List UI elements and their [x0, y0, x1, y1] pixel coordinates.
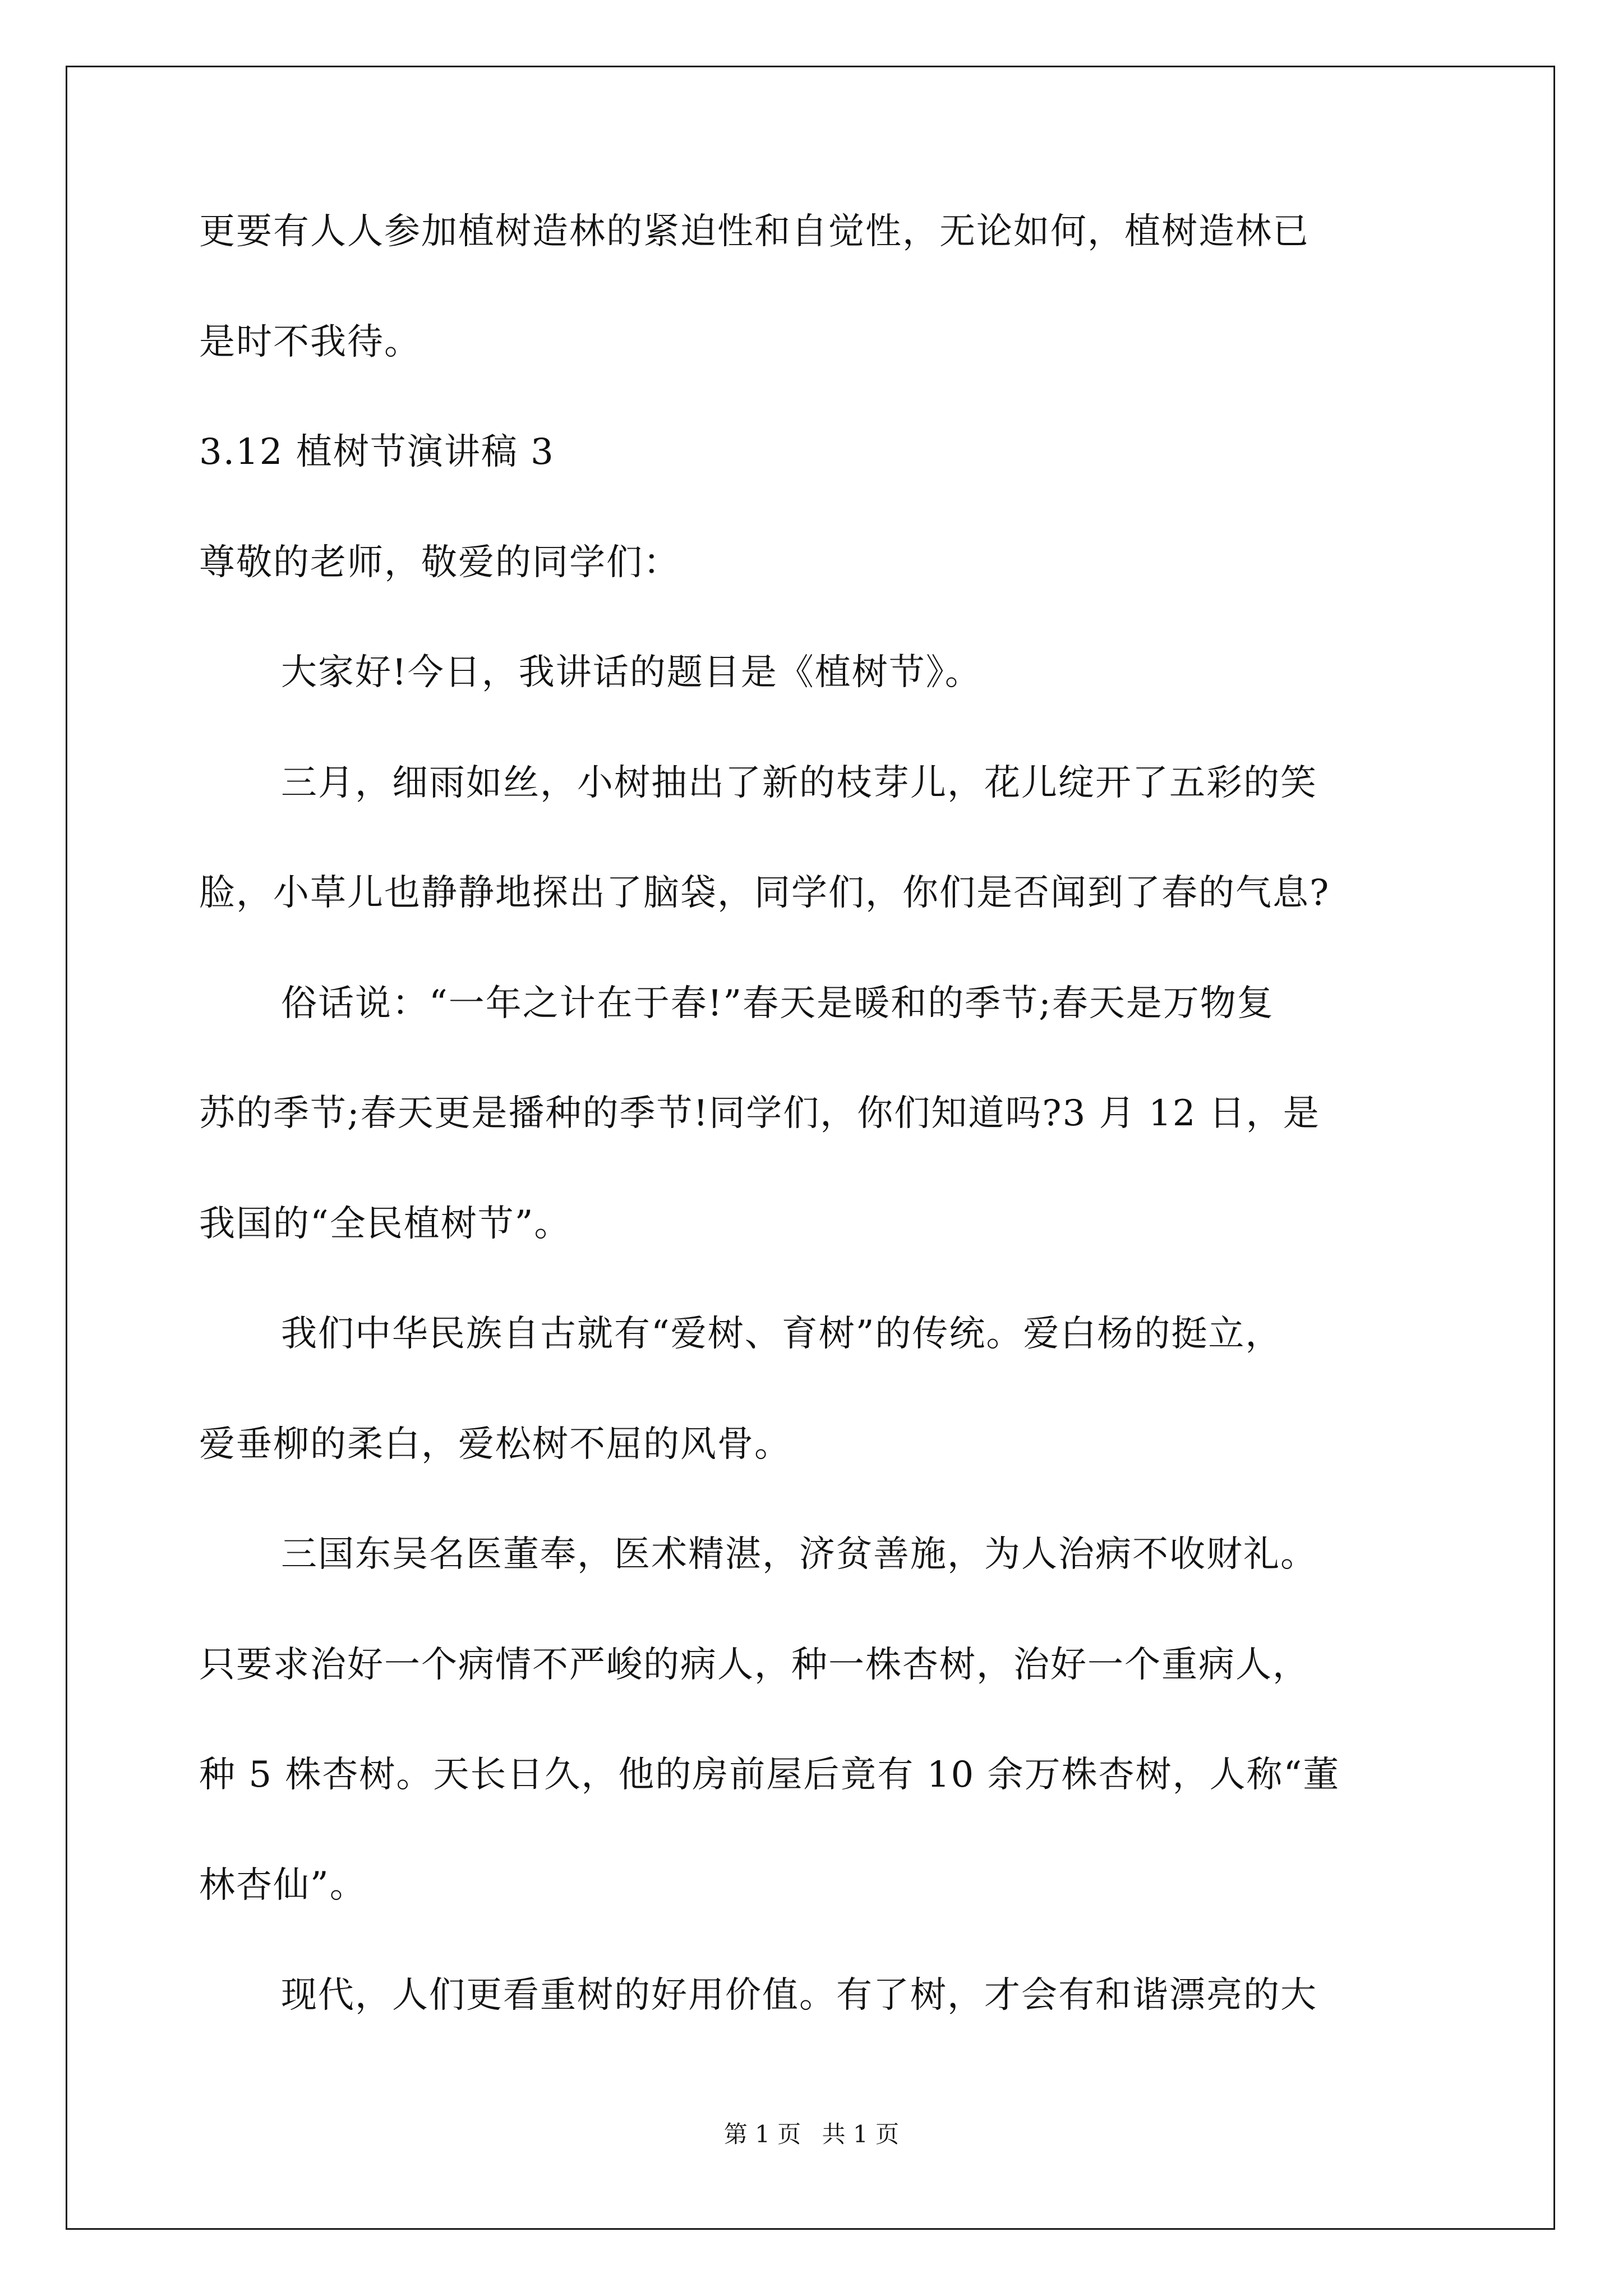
text-line: 3.12 植树节演讲稿 3: [199, 431, 555, 473]
text-line: 三国东吴名医董奉，医术精湛，济贫善施，为人治病不收财礼。: [281, 1534, 1317, 1575]
text-line: 爱垂柳的柔白，爱松树不屈的风骨。: [199, 1424, 791, 1465]
text-line: 现代，人们更看重树的好用价值。有了树，才会有和谐漂亮的大: [281, 1975, 1317, 2016]
text-line: 我国的“全民植树节”。: [199, 1203, 571, 1245]
text-line: 是时不我待。: [199, 321, 421, 363]
text-line: 尊敬的老师，敬爱的同学们：: [199, 542, 680, 583]
text-line: 脸，小草儿也静静地探出了脑袋，同学们，你们是否闻到了春的气息?: [199, 872, 1330, 914]
text-line: 大家好!今日，我讲话的题目是《植树节》。: [281, 652, 982, 693]
text-line: 我们中华民族自古就有“爱树、育树”的传统。爱白杨的挺立，: [281, 1313, 1283, 1355]
text-line: 三月，细雨如丝，小树抽出了新的枝芽儿，花儿绽开了五彩的笑: [281, 762, 1317, 804]
text-line: 林杏仙”。: [199, 1865, 367, 1906]
text-line: 只要求治好一个病情不严峻的病人，种一株杏树，治好一个重病人，: [199, 1644, 1310, 1686]
page-total: 共 1 页: [822, 2120, 900, 2148]
text-line: 苏的季节;春天更是播种的季节!同学们，你们知道吗?3 月 12 日，是: [199, 1093, 1320, 1134]
page-number: 第 1 页: [723, 2120, 801, 2148]
text-line: 种 5 株杏树。天长日久，他的房前屋后竟有 10 余万株杏树，人称“董: [199, 1754, 1340, 1796]
text-line: 更要有人人参加植树造林的紧迫性和自觉性，无论如何，植树造林已: [199, 211, 1310, 252]
page-footer: [0, 2118, 1623, 2151]
text-line: 俗话说：“一年之计在于春!”春天是暖和的季节;春天是万物复: [281, 983, 1274, 1024]
